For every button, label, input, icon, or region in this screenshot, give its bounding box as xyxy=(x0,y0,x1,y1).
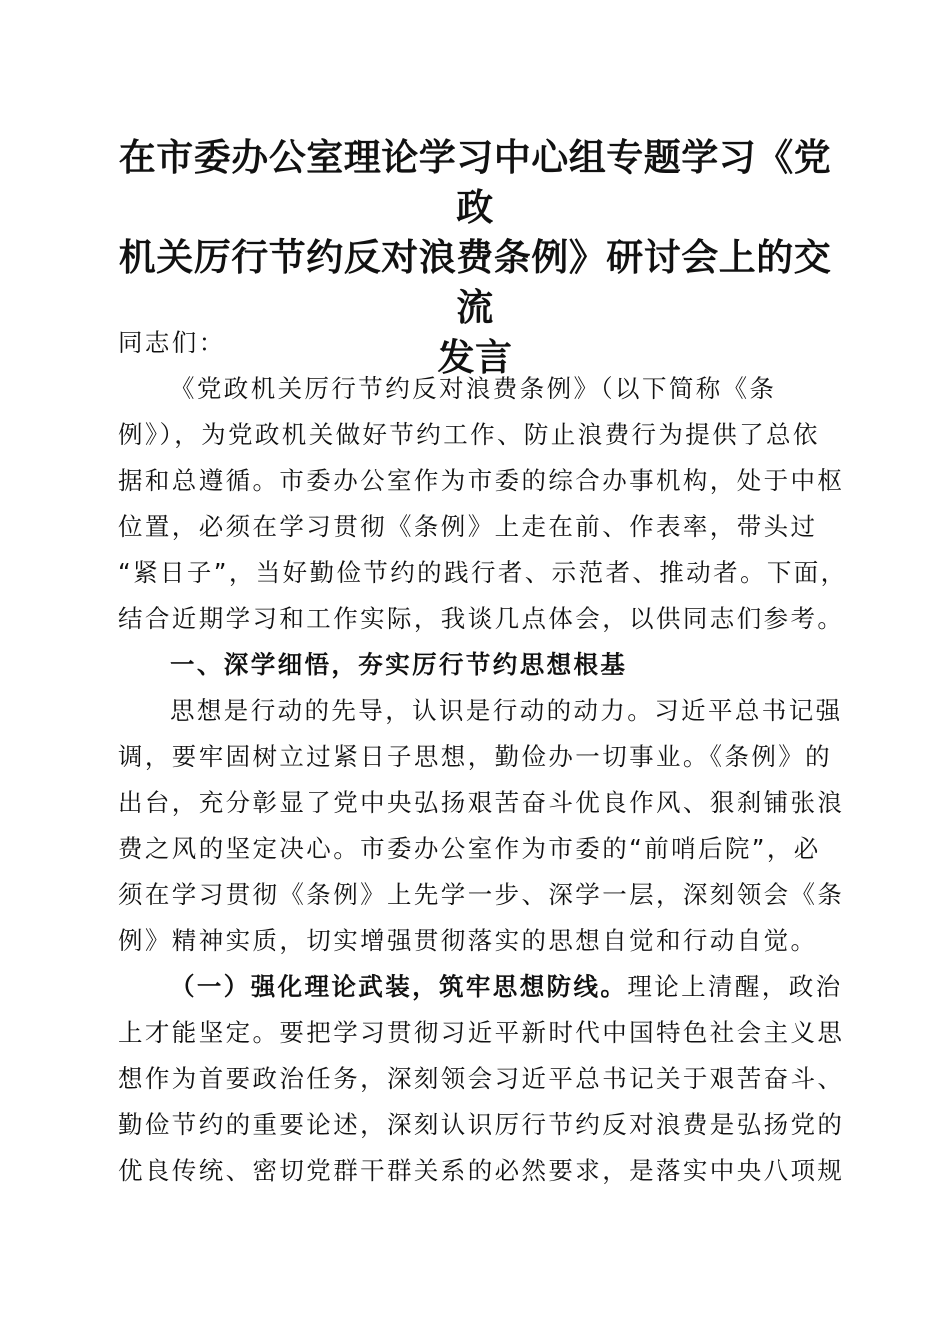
paragraph-text: 理论上清醒，政治 xyxy=(627,972,843,1001)
paragraph-line: 例》），为党政机关做好节约工作、防止浪费行为提供了总依 xyxy=(118,420,820,449)
paragraph-line: 想作为首要政治任务，深刻领会习近平总书记关于艰苦奋斗、 xyxy=(118,1064,845,1093)
paragraph-line: 费之风的坚定决心。市委办公室作为市委的“前哨后院”，必 xyxy=(118,834,821,863)
document-body xyxy=(118,320,848,1194)
paragraph-line: 优良传统、密切党群干群关系的必然要求，是落实中央八项规 xyxy=(118,1156,845,1185)
paragraph-line: 上才能坚定。要把学习贯彻习近平新时代中国特色社会主义思 xyxy=(118,1018,845,1047)
subsection-lead: （一）强化理论武装，筑牢思想防线。 xyxy=(170,972,628,1001)
paragraph-line: 须在学习贯彻《条例》上先学一步、深学一层，深刻领会《条 xyxy=(118,880,845,909)
paragraph-line: 《党政机关厉行节约反对浪费条例》（以下简称《条 xyxy=(170,374,777,403)
paragraph-line: 思想是行动的先导，认识是行动的动力。习近平总书记强 xyxy=(170,696,843,725)
paragraph-line xyxy=(118,964,843,1010)
paragraph-line: 调，要牢固树立过紧日子思想，勤俭办一切事业。《条例》的 xyxy=(118,742,833,771)
title-line: 机关厉行节约反对浪费条例》研讨会上的交流 xyxy=(118,235,832,329)
paragraph-line: 位置，必须在学习贯彻《条例》上走在前、作表率，带头过 xyxy=(118,512,818,541)
title-line: 在市委办公室理论学习中心组专题学习《党政 xyxy=(118,135,832,229)
salutation: 同志们： xyxy=(118,328,226,357)
paragraph-line: 结合近期学习和工作实际，我谈几点体会，以供同志们参考。 xyxy=(118,604,845,633)
section-heading: 一、深学细悟，夯实厉行节约思想根基 xyxy=(170,650,628,679)
paragraph-line: 勤俭节约的重要论述，深刻认识厉行节约反对浪费是弘扬党的 xyxy=(118,1110,845,1139)
title-line: 发言 xyxy=(437,335,513,379)
paragraph-line: 例》精神实质，切实增强贯彻落实的思想自觉和行动自觉。 xyxy=(118,926,818,955)
paragraph-line: 据和总遵循。市委办公室作为市委的综合办事机构，处于中枢 xyxy=(118,466,845,495)
paragraph-line: “紧日子”，当好勤俭节约的践行者、示范者、推动者。下面， xyxy=(118,558,848,587)
paragraph-line: 出台，充分彰显了党中央弘扬艰苦奋斗优良作风、狠刹铺张浪 xyxy=(118,788,845,817)
